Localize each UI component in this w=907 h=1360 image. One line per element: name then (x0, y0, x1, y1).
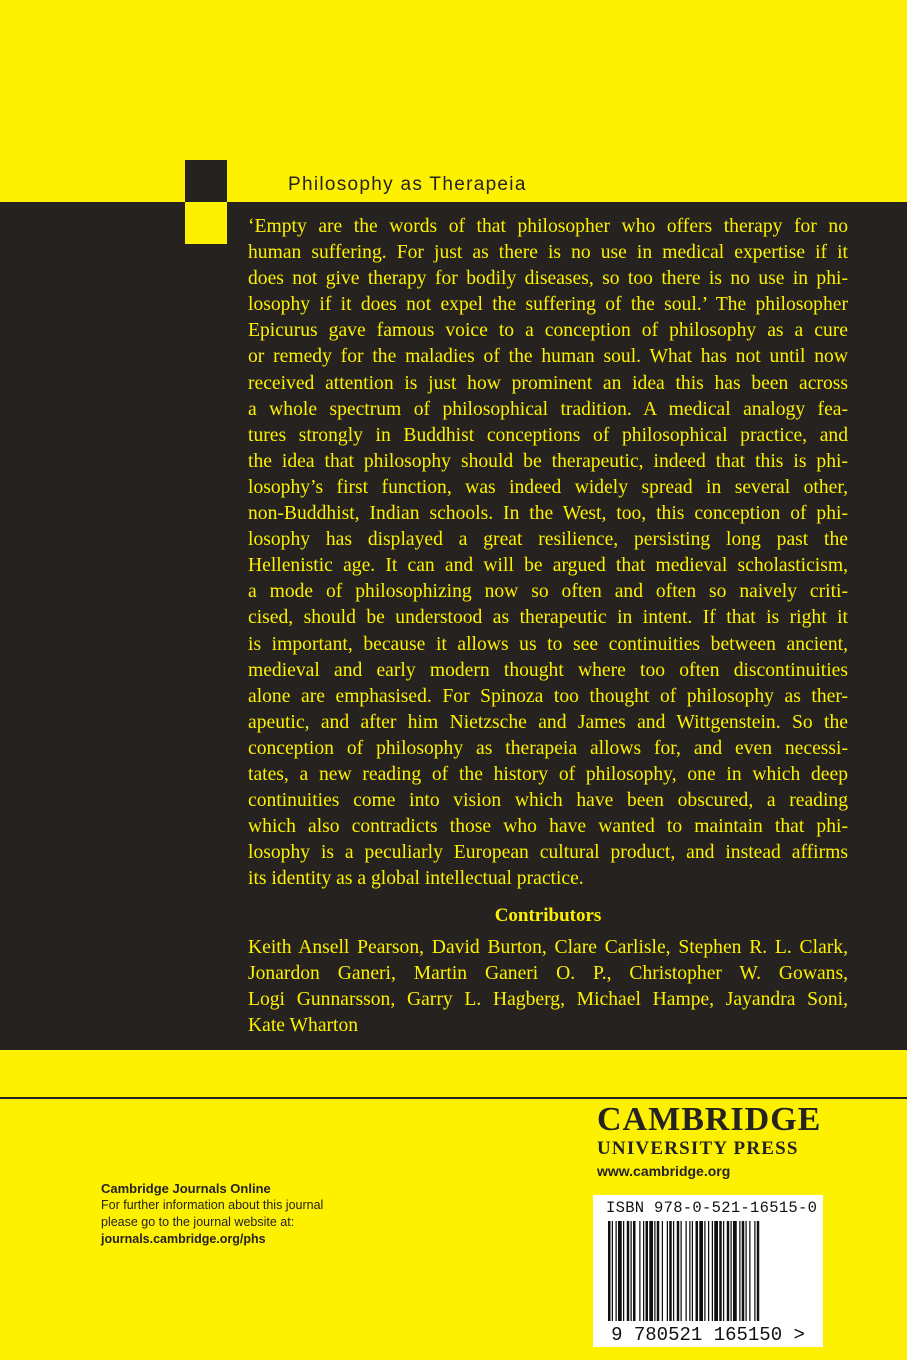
barcode-bar (686, 1221, 687, 1321)
barcode-bar (649, 1221, 653, 1321)
publisher-name: CAMBRIDGE (597, 1101, 822, 1138)
barcode-bar (646, 1221, 649, 1321)
contributor-line: Keith Ansell Pearson, David Burton, Clare Carlisle, Stephen R. L. Clark, (248, 937, 848, 958)
blurb-line: does not give therapy for bodily diseases, so too there is no use in phi- (248, 268, 848, 290)
barcode-bar (643, 1221, 644, 1321)
barcode-bar (719, 1221, 722, 1321)
blurb-line: the idea that philosophy should be therapeutic, indeed that this is phi- (248, 450, 848, 472)
journals-line-2: please go to the journal website at: (101, 1215, 295, 1229)
blurb-line: a whole spectrum of philosophical tradition. A medical analogy fea- (248, 398, 848, 420)
barcode-bar (639, 1221, 640, 1321)
barcode-bar (754, 1221, 755, 1321)
journals-line-1: For further information about this journal (101, 1198, 324, 1212)
contributor-line: Kate Wharton (248, 1015, 359, 1036)
barcode-bar (654, 1221, 655, 1321)
blurb-line: is important, because it allows us to see continuities between ancient, (248, 633, 848, 655)
journals-link[interactable]: journals.cambridge.org/phs (101, 1232, 266, 1246)
barcode-bar (742, 1221, 745, 1321)
blurb-line: a mode of philosophizing now so often and often so naively criti- (248, 581, 848, 603)
barcode-bar (708, 1221, 709, 1321)
publisher-press: UNIVERSITY PRESS (597, 1138, 799, 1159)
barcode-bar (746, 1221, 747, 1321)
blurb-line: or remedy for the maladies of the human soul. What has not until now (248, 346, 848, 368)
blurb-line: tates, a new reading of the history of philosophy, one in which deep (248, 763, 848, 785)
contributors-list (248, 935, 848, 1039)
journals-info (101, 1180, 323, 1248)
barcode-bar (727, 1221, 730, 1321)
blurb-line: Epicurus gave famous voice to a conception of philosophy as a cure (248, 320, 848, 342)
blurb-line: which also contradicts those who have wanted to maintain that phi- (248, 816, 848, 838)
barcode-bar (673, 1221, 674, 1321)
barcode-bar (608, 1221, 611, 1321)
blurb-line: human suffering. For just as there is no use in medical expertise if it (248, 242, 848, 264)
barcode-bar (662, 1221, 663, 1321)
barcode-bar (616, 1221, 617, 1321)
barcode-bar (757, 1221, 760, 1321)
barcode-bar (657, 1221, 660, 1321)
blurb-line: alone are emphasised. For Spinoza too thought of philosophy as ther- (248, 685, 848, 707)
barcode-bar (627, 1221, 630, 1321)
barcode-bar (689, 1221, 690, 1321)
blurb-line: conception of philosophy as therapeia allows for, and even necessi- (248, 737, 848, 759)
blurb-text (248, 214, 848, 892)
barcode-bar (677, 1221, 680, 1321)
barcode-bar (699, 1221, 703, 1321)
barcode-bar (704, 1221, 705, 1321)
barcode-bar (669, 1221, 672, 1321)
journals-title: Cambridge Journals Online (101, 1181, 271, 1196)
blurb-line: Hellenistic age. It can and will be argued that medieval scholasticism, (248, 555, 848, 577)
barcode-bar (692, 1221, 693, 1321)
blurb-line: losophy’s first function, was indeed widely spread in several other, (248, 476, 848, 498)
barcode-bar (733, 1221, 737, 1321)
series-title: Philosophy as Therapeia (288, 174, 527, 195)
barcode-bar (623, 1221, 624, 1321)
decor-square-yellow-left (185, 202, 227, 244)
barcode-bar (633, 1221, 636, 1321)
barcode-icon (604, 1221, 810, 1325)
blurb-line: losophy has displayed a great resilience, persisting long past the (248, 529, 848, 551)
barcode-bar (631, 1221, 632, 1321)
blurb-line: tures strongly in Buddhist conceptions of philosophical practice, and (248, 424, 848, 446)
barcode-bar (712, 1221, 713, 1321)
barcode-digits: 9 780521 165150 > (611, 1324, 805, 1346)
blurb-line: losophy if it does not expel the suffering of the soul.’ The philosopher (248, 294, 848, 316)
barcode-bar (739, 1221, 740, 1321)
barcode-bar (681, 1221, 682, 1321)
barcode-bar (696, 1221, 699, 1321)
contributor-line: Jonardon Ganeri, Martin Ganeri O. P., Christopher W. Gowans, (248, 963, 848, 984)
blurb-line: cised, should be understood as therapeutic in intent. If that is right it (248, 607, 848, 629)
blurb-line: ‘Empty are the words of that philosopher who offers therapy for no (248, 216, 848, 237)
barcode-bar (667, 1221, 668, 1321)
decor-square-dark (185, 160, 227, 202)
blurb-line: apeutic, and after him Nietzsche and James and Wittgenstein. So the (248, 711, 848, 733)
barcode-bar (714, 1221, 718, 1321)
blurb-line: medieval and early modern thought where too often discontinuities (248, 659, 848, 681)
barcode-bar (618, 1221, 622, 1321)
blurb-line: received attention is just how prominent an idea this has been across (248, 372, 848, 394)
isbn-label: ISBN 978-0-521-16515-0 (606, 1199, 818, 1217)
contributor-line: Logi Gunnarsson, Garry L. Hagberg, Michael Hampe, Jayandra Soni, (248, 989, 848, 1010)
publisher-logo (597, 1102, 837, 1182)
contributors-heading: Contributors (494, 905, 602, 926)
barcode-bar (749, 1221, 750, 1321)
barcode-bar (723, 1221, 724, 1321)
blurb-line: losophy is a peculiarly European cultural product, and instead affirms (248, 842, 848, 864)
blurb-line: continuities come into vision which have been obscured, a reading (248, 790, 848, 812)
barcode-bar (731, 1221, 732, 1321)
decor-square-yellow-right (227, 160, 269, 202)
blurb-line: non-Buddhist, Indian schools. In the West, too, this conception of phi- (248, 503, 848, 525)
barcode-bar (612, 1221, 613, 1321)
blurb-line: its identity as a global intellectual practice. (248, 868, 584, 890)
divider-line (0, 1097, 907, 1099)
publisher-url[interactable]: www.cambridge.org (597, 1163, 731, 1179)
